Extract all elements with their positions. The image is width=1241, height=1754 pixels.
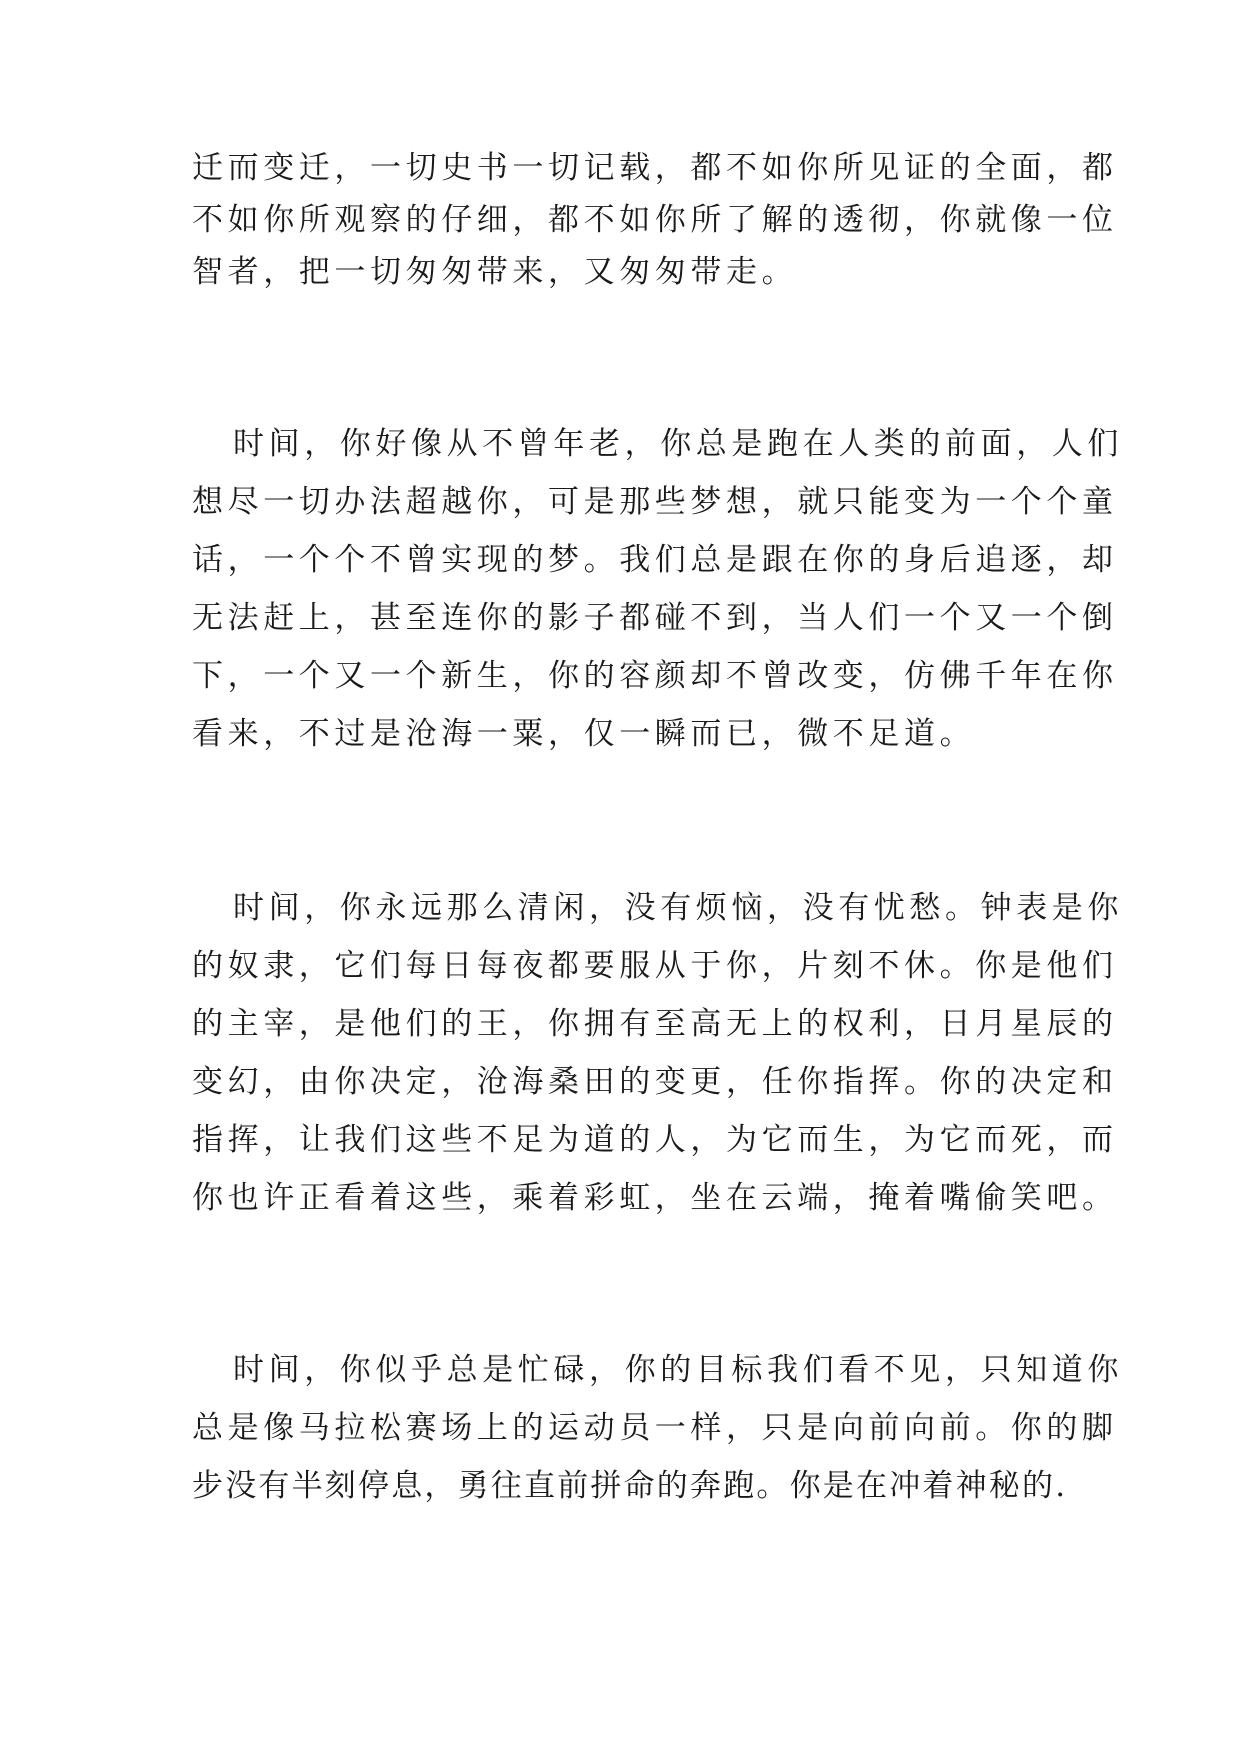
paragraph-3-line-2: 的奴隶，它们每日每夜都要服从于你，片刻不休。你是他们 bbox=[192, 948, 1118, 984]
paragraph-3-line-1: 时间，你永远那么清闲，没有烦恼，没有忧愁。钟表是你 bbox=[233, 890, 1123, 926]
paragraph-2-line-5: 下，一个又一个新生，你的容颜却不曾改变，仿佛千年在你 bbox=[192, 658, 1118, 694]
paragraph-1-line-2: 不如你所观察的仔细，都不如你所了解的透彻，你就像一位 bbox=[192, 202, 1118, 238]
paragraph-3-line-3: 的主宰，是他们的王，你拥有至高无上的权利，日月星辰的 bbox=[192, 1006, 1118, 1042]
paragraph-4-line-3: 步没有半刻停息，勇往直前拼命的奔跑。你是在冲着神秘的. bbox=[192, 1468, 1068, 1504]
paragraph-3-line-6: 你也许正看着这些，乘着彩虹，坐在云端，掩着嘴偷笑吧。 bbox=[192, 1180, 1118, 1216]
paragraph-2-line-6: 看来，不过是沧海一粟，仅一瞬而已，微不足道。 bbox=[192, 716, 976, 752]
paragraph-4-line-2: 总是像马拉松赛场上的运动员一样，只是向前向前。你的脚 bbox=[192, 1410, 1118, 1446]
paragraph-1-line-1: 迁而变迁，一切史书一切记载，都不如你所见证的全面，都 bbox=[192, 150, 1118, 186]
paragraph-2-line-1: 时间，你好像从不曾年老，你总是跑在人类的前面，人们 bbox=[233, 426, 1123, 462]
paragraph-4-line-1: 时间，你似乎总是忙碌，你的目标我们看不见，只知道你 bbox=[233, 1352, 1123, 1388]
paragraph-1-line-3: 智者，把一切匆匆带来，又匆匆带走。 bbox=[192, 254, 798, 290]
paragraph-2-line-2: 想尽一切办法超越你，可是那些梦想，就只能变为一个个童 bbox=[192, 484, 1118, 520]
paragraph-3-line-5: 指挥，让我们这些不足为道的人，为它而生，为它而死，而 bbox=[192, 1122, 1118, 1158]
paragraph-2-line-4: 无法赶上，甚至连你的影子都碰不到，当人们一个又一个倒 bbox=[192, 600, 1118, 636]
paragraph-3-line-4: 变幻，由你决定，沧海桑田的变更，任你指挥。你的决定和 bbox=[192, 1064, 1118, 1100]
paragraph-2-line-3: 话，一个个不曾实现的梦。我们总是跟在你的身后追逐，却 bbox=[192, 542, 1118, 578]
